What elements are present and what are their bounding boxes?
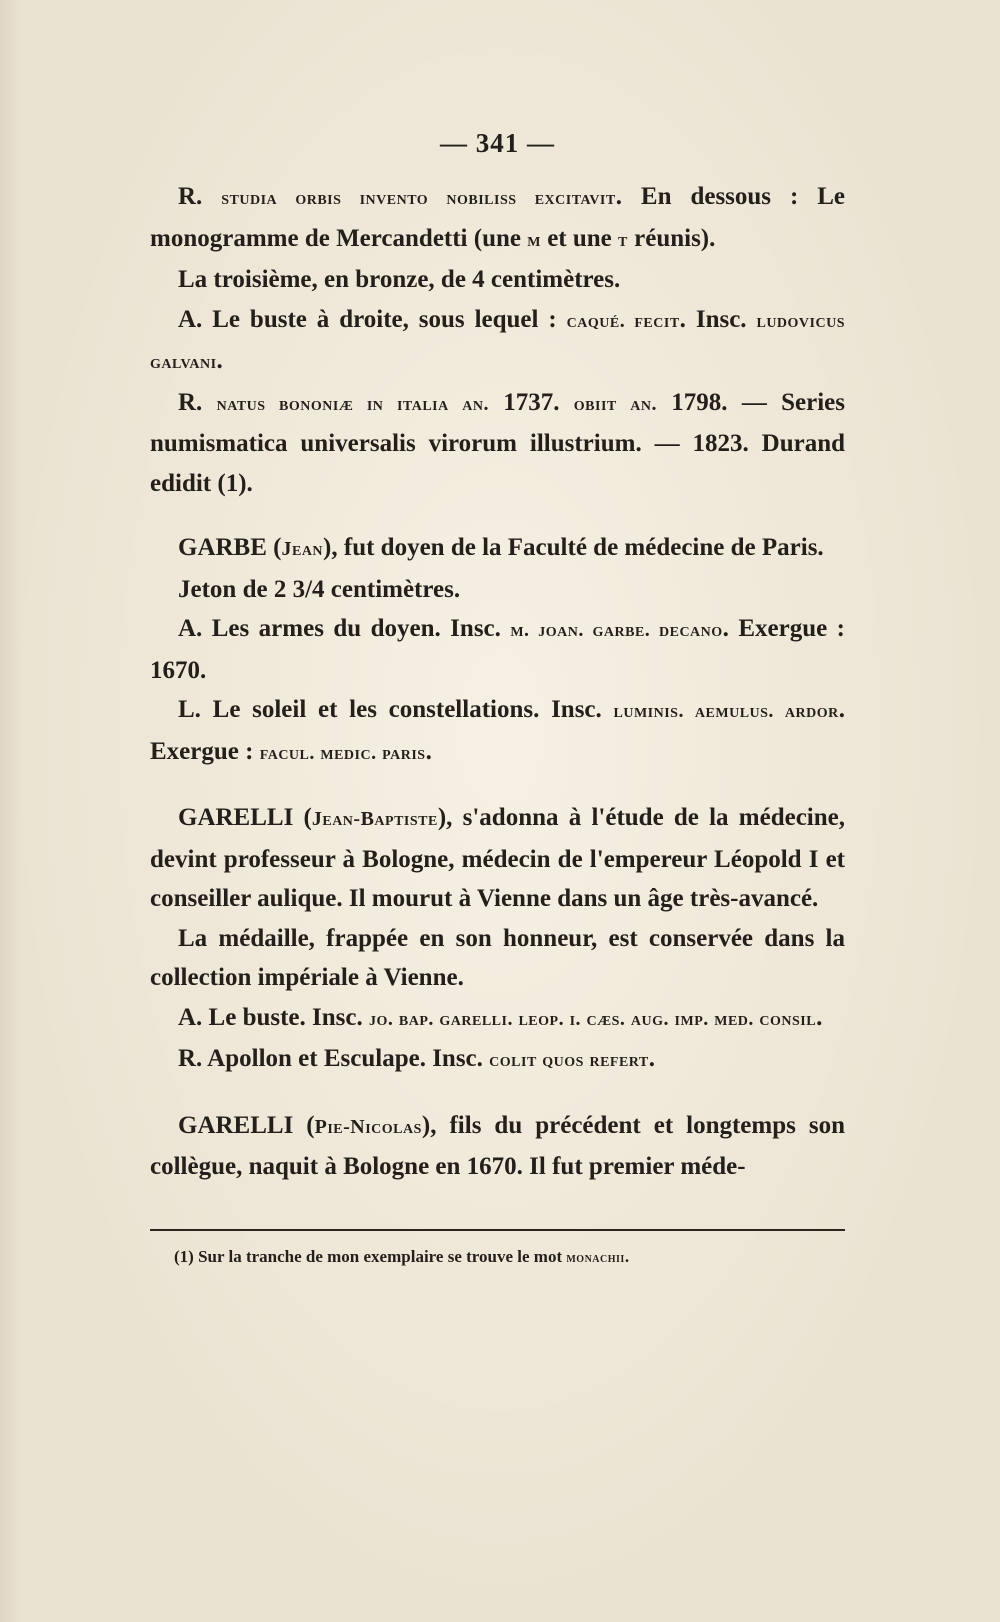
paragraph-reverse-garbe <box>150 690 845 773</box>
letter: m <box>527 228 541 251</box>
text: L. Le soleil et les constellations. Insc. <box>178 696 614 723</box>
text: . En dessous : Le monogramme de Mercandetti (une <box>150 183 845 252</box>
text: et une <box>540 224 619 252</box>
text: . <box>648 1045 656 1072</box>
text: A. Le buste à droite, sous lequel : <box>178 305 567 333</box>
paragraph-reverse-galvani-1 <box>150 177 845 260</box>
first-name: Jean-Baptiste <box>311 808 438 830</box>
text: R. <box>178 388 217 416</box>
text: R. <box>178 183 222 210</box>
footnote <box>150 1245 845 1271</box>
letter: t <box>618 228 628 251</box>
text: (1) Sur la tranche de mon exemplaire se trouve le mot <box>174 1246 567 1266</box>
paragraph-obverse-garelli <box>150 998 845 1040</box>
inscription: obiit an. <box>573 392 658 415</box>
text: La troisième, en bronze, de 4 centimètres. <box>178 266 621 293</box>
text: . Exergue : <box>150 696 845 765</box>
entry-garelli-jean-baptiste <box>150 798 845 919</box>
paragraph-third-medal <box>150 260 845 300</box>
text: . <box>216 347 223 374</box>
page-content <box>150 128 845 1271</box>
text: A. Les armes du doyen. Insc. <box>178 615 511 642</box>
text: GARBE ( <box>178 534 282 561</box>
text: . Insc. <box>679 305 757 333</box>
text: 1737. <box>488 388 574 416</box>
text: . <box>425 737 432 765</box>
paragraph-reverse-galvani-2 <box>150 383 845 504</box>
entry-garbe <box>150 528 845 570</box>
text: ), fut doyen de la Faculté de médecine de Paris. <box>323 534 824 561</box>
paragraph-reverse-garelli <box>150 1039 845 1081</box>
text: ), s'adonna à l'étude de la médecine, devint professeur à Bologne, médecin de l'empereur Léopold I et conseiller aulique. Il mourut à Vienne dans un âge très-avancé. <box>150 804 845 912</box>
inscription: m. joan. garbe. decano <box>510 619 723 641</box>
text: Jeton de 2 3/4 centimètres. <box>178 575 461 603</box>
text: La médaille, frappée en son honneur, est conservée dans la collection impériale à Vienne. <box>150 924 845 991</box>
inscription: ludovicus galvani <box>150 309 845 373</box>
inscription: studia orbis invento nobiliss excitavit <box>221 187 616 209</box>
text: 1798. — Series numismatica universalis virorum illustrium. — 1823. Durand edidit (1). <box>150 388 845 497</box>
word: monachii <box>566 1250 625 1266</box>
paragraph-medal-vienna <box>150 919 845 998</box>
text: ), fils du précédent et longtemps son collègue, naquit à Bologne en 1670. Il fut premier méde- <box>150 1111 845 1180</box>
first-name: Pie-Nicolas <box>314 1115 422 1138</box>
footnote-divider <box>150 1229 845 1231</box>
paragraph-obverse-garbe <box>150 609 845 690</box>
first-name: Jean <box>281 538 324 560</box>
text: GARELLI ( <box>178 1111 315 1139</box>
text: . Exergue : 1670. <box>150 615 845 684</box>
paragraph-jeton <box>150 570 845 610</box>
inscription: natus bononiæ in italia an. <box>216 392 489 415</box>
entry-garelli-pie-nicolas <box>150 1106 845 1187</box>
inscription: caqué. fecit <box>566 309 680 332</box>
text: . <box>624 1246 630 1266</box>
inscription: jo. bap. garelli. leop. i. cæs. aug. imp. med. consil <box>369 1007 817 1030</box>
text: R. Apollon et Esculape. Insc. <box>178 1045 490 1072</box>
inscription: luminis. aemulus. ardor <box>613 700 839 722</box>
text: réunis). <box>627 224 716 252</box>
page-number: — 341 — <box>440 128 555 158</box>
text: GARELLI ( <box>178 804 312 831</box>
inscription: colit quos refert <box>489 1049 649 1071</box>
text: . <box>816 1003 823 1031</box>
paragraph-obverse-galvani <box>150 300 845 383</box>
inscription: facul. medic. paris <box>259 741 426 764</box>
text: A. Le buste. Insc. <box>178 1003 369 1031</box>
